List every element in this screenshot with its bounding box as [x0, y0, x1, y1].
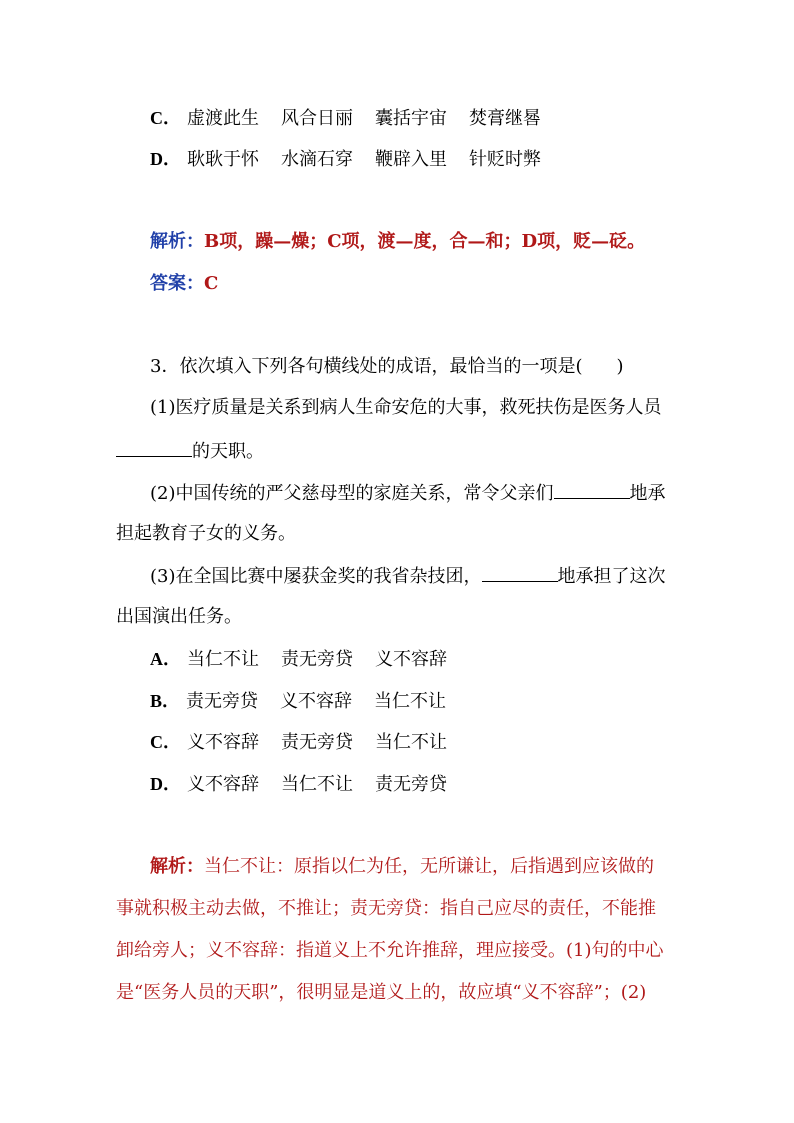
- option-letter: B．: [150, 691, 181, 711]
- fill-blank-1[interactable]: [116, 438, 192, 457]
- option-item: 责无旁贷: [186, 691, 259, 712]
- sentence-text: (1)医疗质量是关系到病人生命安危的大事，救死扶伤是医务人员: [150, 397, 662, 418]
- analysis-line4: [116, 981, 646, 1005]
- option-d[interactable]: [150, 772, 447, 797]
- option-item: 风合日丽: [281, 108, 353, 129]
- sentence-text: 担起教育子女的义务。: [116, 523, 296, 544]
- analysis-label: 解析：: [150, 856, 204, 877]
- sentence-text: (2)中国传统的严父慈母型的家庭关系，常令父亲们: [150, 483, 554, 504]
- option-letter: D．: [150, 149, 181, 169]
- sentence3-line1: [150, 563, 666, 589]
- option-item: 焚膏继晷: [469, 108, 541, 129]
- analysis-line3: [116, 939, 664, 963]
- question3-stem: [150, 355, 624, 379]
- sentence-text: 地承: [629, 483, 666, 504]
- option-item: 责无旁贷: [281, 732, 353, 753]
- sentence1-line1: [150, 396, 662, 420]
- sentence2-line1: [150, 480, 666, 506]
- question-stem: 3．依次填入下列各句横线处的成语，最恰当的一项是(: [150, 356, 583, 377]
- option-item: 义不容辞: [187, 774, 259, 795]
- fill-blank-3[interactable]: [482, 563, 558, 582]
- sentence2-line2: [116, 522, 296, 546]
- analysis-text: 卸给旁人；义不容辞：指道义上不允许推辞，理应接受。(1)句的中心: [116, 940, 664, 961]
- prev-option-d: [150, 147, 541, 172]
- answer-label: 答案：: [150, 273, 204, 294]
- prev-answer: [150, 272, 218, 296]
- sentence-text: 的天职。: [192, 441, 264, 462]
- sentence3-line2: [116, 605, 242, 629]
- option-item: 鞭辟入里: [375, 149, 447, 170]
- sentence-text: 出国演出任务。: [116, 606, 242, 627]
- option-letter: C．: [150, 732, 181, 752]
- option-item: 责无旁贷: [281, 649, 353, 670]
- analysis-text: B项，躁—燥；C项，渡—度，合—和；D项，贬—砭。: [204, 231, 646, 252]
- option-letter: C．: [150, 108, 181, 128]
- option-c[interactable]: [150, 730, 447, 755]
- option-item: 耿耿于怀: [187, 149, 259, 170]
- fill-blank-2[interactable]: [554, 480, 630, 499]
- option-item: 当仁不让: [374, 691, 447, 712]
- analysis-text: 当仁不让：原指以仁为任，无所谦让，后指遇到应该做的: [204, 856, 654, 877]
- option-item: 当仁不让: [187, 649, 259, 670]
- option-letter: D．: [150, 774, 181, 794]
- option-b[interactable]: [150, 689, 446, 714]
- prev-analysis: [150, 230, 645, 254]
- option-item: 义不容辞: [280, 691, 353, 712]
- option-letter: A．: [150, 649, 181, 669]
- analysis-text: 是“医务人员的天职”，很明显是道义上的，故应填“义不容辞”；(2): [116, 982, 647, 1003]
- answer-value: C: [204, 273, 219, 294]
- sentence-text: (3)在全国比赛中屡获金奖的我省杂技团，: [150, 566, 482, 587]
- analysis-line2: [116, 897, 656, 921]
- question-stem-close: ): [616, 356, 624, 377]
- option-a[interactable]: [150, 647, 447, 672]
- option-item: 当仁不让: [281, 774, 353, 795]
- option-item: 囊括宇宙: [375, 108, 447, 129]
- analysis-label: 解析：: [150, 231, 204, 252]
- analysis-text: 事就积极主动去做，不推让；责无旁贷：指自己应尽的责任，不能推: [116, 898, 656, 919]
- option-item: 虚渡此生: [187, 108, 259, 129]
- option-item: 针贬时弊: [469, 149, 541, 170]
- sentence1-line2: [116, 438, 264, 464]
- option-item: 当仁不让: [375, 732, 447, 753]
- option-item: 义不容辞: [187, 732, 259, 753]
- analysis-line1: [150, 855, 654, 879]
- option-item: 水滴石穿: [281, 149, 353, 170]
- option-item: 义不容辞: [375, 649, 447, 670]
- prev-option-c: [150, 106, 541, 131]
- sentence-text: 地承担了这次: [557, 566, 666, 587]
- option-item: 责无旁贷: [375, 774, 447, 795]
